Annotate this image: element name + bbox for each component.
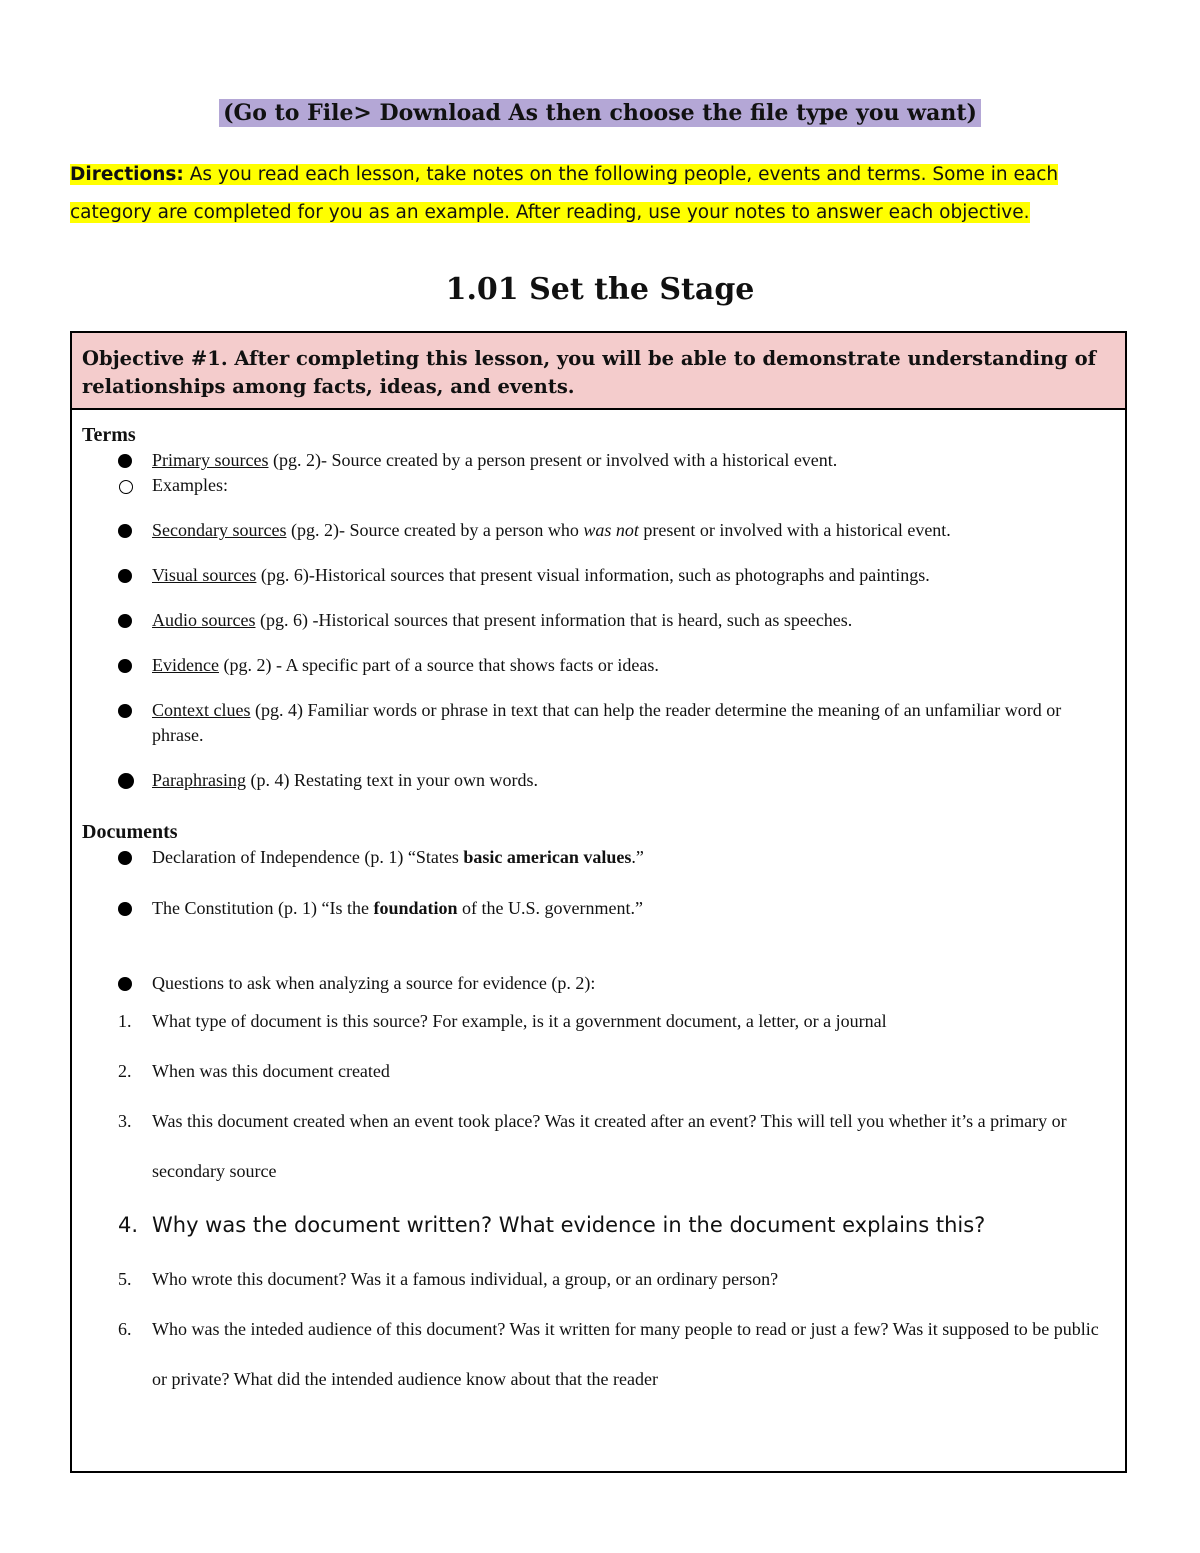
list-item	[82, 768, 1115, 793]
term-desc: (pg. 6) -Historical sources that present information that is heard, such as speeches.	[255, 610, 853, 630]
sub-item-text: Examples:	[152, 475, 228, 495]
list-item	[82, 653, 1115, 678]
objective-box	[70, 331, 1127, 1473]
question-text: What type of document is this source? For example, is it a government document, a letter, or a journal	[152, 1011, 887, 1031]
question-text: When was this document created	[152, 1061, 390, 1081]
term-name: Paraphrasing	[152, 770, 246, 790]
bullet-icon	[118, 851, 132, 865]
question-number: 2.	[118, 1061, 132, 1081]
question-text: Who was the inteded audience of this document? Was it written for many people to read or just a few? Was it supposed to be public or private? What did the intended audience know about that the reader	[152, 1319, 1099, 1389]
terms-heading: Terms	[82, 424, 136, 446]
objective-text: . After completing this lesson, you will be able to demonstrate understanding of relationships among facts, ideas, and events.	[82, 347, 1096, 398]
objective-body	[72, 410, 1125, 1404]
documents-heading: Documents	[82, 821, 178, 843]
question-number: 5.	[118, 1269, 132, 1289]
bullet-icon	[118, 977, 132, 991]
term-desc: (pg. 2) - A specific part of a source that shows facts or ideas.	[218, 655, 659, 675]
term-desc: present or involved with a historical event.	[638, 520, 951, 540]
bullet-icon	[118, 614, 132, 628]
header-note	[0, 100, 1200, 126]
doc-text: Declaration of Independence (p. 1) “States	[152, 847, 464, 867]
bullet-icon	[118, 902, 132, 916]
header-note-text: (Go to File> Download As then choose the file type you want)	[219, 99, 981, 127]
list-item	[82, 608, 1115, 633]
question-text: Was this document created when an event took place? Was it created after an event? This will tell you whether it’s a primary or secondary source	[152, 1111, 1067, 1181]
page-title: 1.01 Set the Stage	[445, 272, 755, 307]
directions-label: Directions:	[70, 164, 184, 185]
list-item	[82, 996, 1115, 1046]
term-name: Context clues	[152, 700, 251, 720]
term-name: Evidence	[152, 655, 219, 675]
doc-text: of the U.S. government.”	[457, 898, 643, 918]
question-text: Who wrote this document? Was it a famous individual, a group, or an ordinary person?	[152, 1269, 779, 1289]
term-desc: (pg. 2)- Source created by a person present or involved with a historical event.	[268, 450, 838, 470]
term-emphasis: was not	[583, 520, 639, 540]
term-name: Visual sources	[152, 565, 257, 585]
bullet-icon	[118, 569, 132, 583]
list-item	[82, 971, 1115, 996]
list-item	[82, 518, 1115, 543]
question-number: 6.	[118, 1319, 132, 1339]
bullet-icon	[118, 524, 132, 538]
objective-header	[72, 333, 1125, 410]
question-number: 3.	[118, 1111, 132, 1131]
list-item	[82, 698, 1115, 748]
hollow-bullet-icon	[119, 480, 133, 494]
term-desc: (pg. 2)- Source created by a person who	[286, 520, 584, 540]
bullet-icon	[118, 454, 132, 468]
doc-text: .”	[631, 847, 644, 867]
bullet-icon	[118, 704, 132, 718]
questions-list	[82, 996, 1115, 1404]
sub-list-item	[82, 473, 1115, 498]
doc-text: The Constitution (p. 1) “Is the	[152, 898, 374, 918]
list-item	[82, 1196, 1115, 1254]
directions-text: As you read each lesson, take notes on the following people, events and terms. Some in each category are completed for you as an example. After reading, use your notes to answer each objective.	[70, 164, 1059, 223]
question-number: 4.	[118, 1213, 139, 1237]
doc-bold: basic american values	[463, 847, 632, 867]
list-item	[82, 845, 1115, 870]
term-desc: (p. 4) Restating text in your own words.	[245, 770, 538, 790]
list-item	[82, 1096, 1115, 1196]
list-item	[82, 448, 1115, 498]
term-name: Secondary sources	[152, 520, 287, 540]
list-item	[82, 1046, 1115, 1096]
question-number: 1.	[118, 1011, 132, 1031]
list-item	[82, 563, 1115, 588]
doc-text: Questions to ask when analyzing a source for evidence (p. 2):	[152, 973, 596, 993]
bullet-icon	[118, 659, 132, 673]
directions	[70, 156, 1130, 232]
doc-bold: foundation	[373, 898, 458, 918]
list-item	[82, 1254, 1115, 1304]
terms-list	[82, 448, 1115, 793]
term-name: Audio sources	[152, 610, 256, 630]
term-name: Primary sources	[152, 450, 269, 470]
list-item	[82, 1304, 1115, 1404]
question-text: Why was the document written? What evidence in the document explains this?	[152, 1213, 986, 1237]
bullet-icon	[118, 773, 134, 789]
term-desc: (pg. 4) Familiar words or phrase in text that can help the reader determine the meaning of an unfamiliar word or phrase.	[152, 700, 1062, 745]
objective-label: Objective #1	[82, 347, 221, 370]
term-desc: (pg. 6)-Historical sources that present visual information, such as photographs and paintings.	[256, 565, 930, 585]
documents-list	[82, 845, 1115, 996]
list-item	[82, 896, 1115, 921]
